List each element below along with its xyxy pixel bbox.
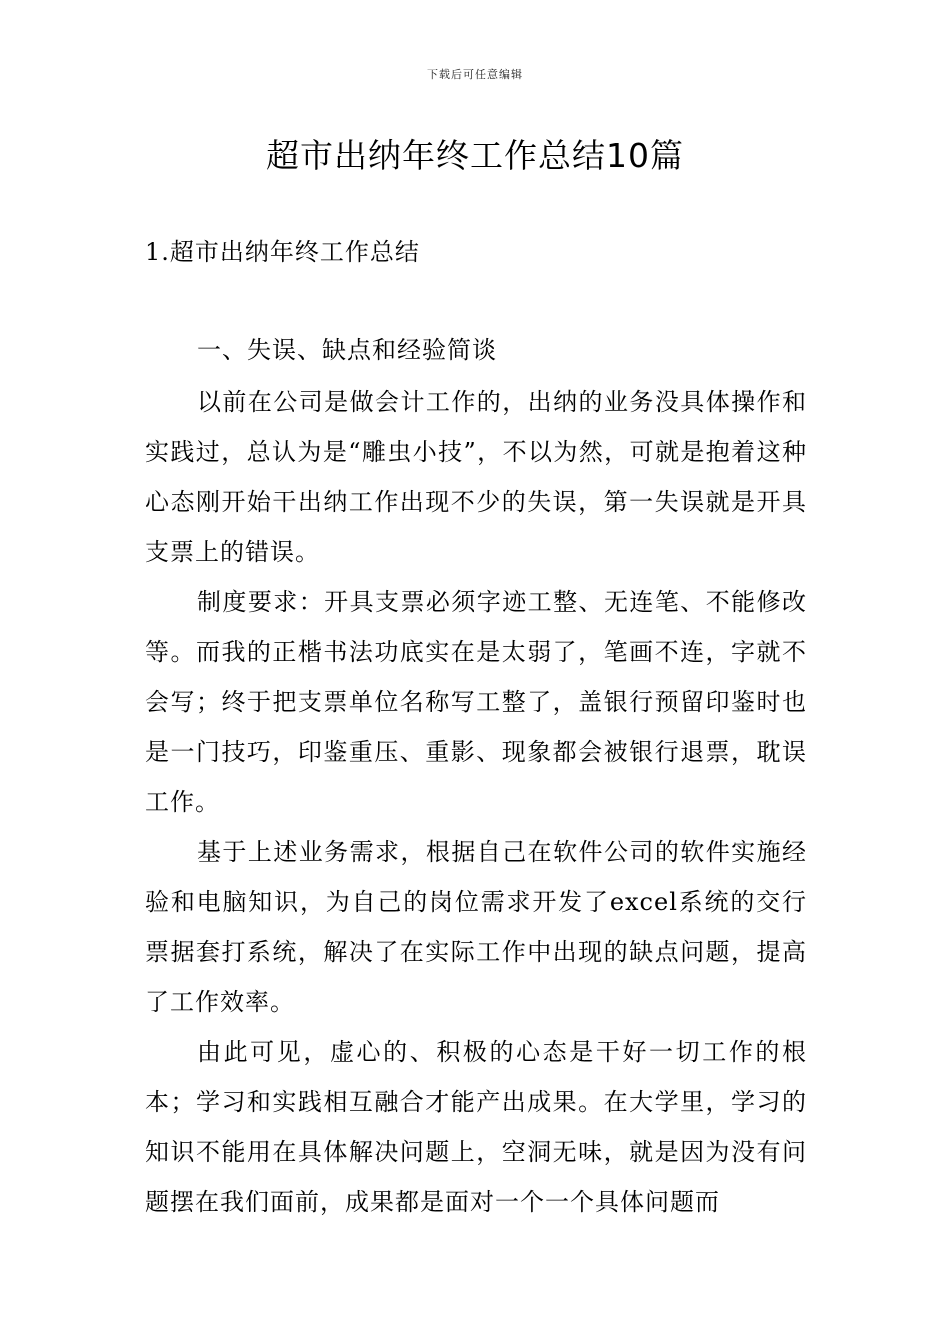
paragraph: 由此可见，虚心的、积极的心态是干好一切工作的根本；学习和实践相互融合才能产出成果。在大学里，学习的知识不能用在具体解决问题上，空洞无味，就是因为没有问题摆在我们面前，成果都是面对一个一个具体问题而 — [145, 1038, 807, 1216]
paragraph: 基于上述业务需求，根据自己在软件公司的软件实施经验和电脑知识，为自己的岗位需求开发了excel系统的交行票据套打系统，解决了在实际工作中出现的缺点问题，提高了工作效率。 — [145, 838, 807, 1016]
paragraph: 以前在公司是做会计工作的，出纳的业务没具体操作和实践过，总认为是“雕虫小技”，不以为然，可就是抱着这种心态刚开始干出纳工作出现不少的失误，第一失误就是开具支票上的错误。 — [145, 388, 807, 566]
body-text — [145, 330, 807, 1227]
paragraph: 制度要求：开具支票必须字迹工整、无连笔、不能修改等。而我的正楷书法功底实在是太弱了，笔画不连，字就不会写；终于把支票单位名称写工整了，盖银行预留印鉴时也是一门技巧，印鉴重压、重影、现象都会被银行退票，耽误工作。 — [145, 588, 807, 816]
document-title: 超市出纳年终工作总结10篇 — [266, 136, 684, 175]
header-note: 下载后可任意编辑 — [427, 68, 523, 81]
subheading: 一、失误、缺点和经验简谈 — [197, 336, 497, 364]
section-title: 1.超市出纳年终工作总结 — [145, 238, 420, 266]
